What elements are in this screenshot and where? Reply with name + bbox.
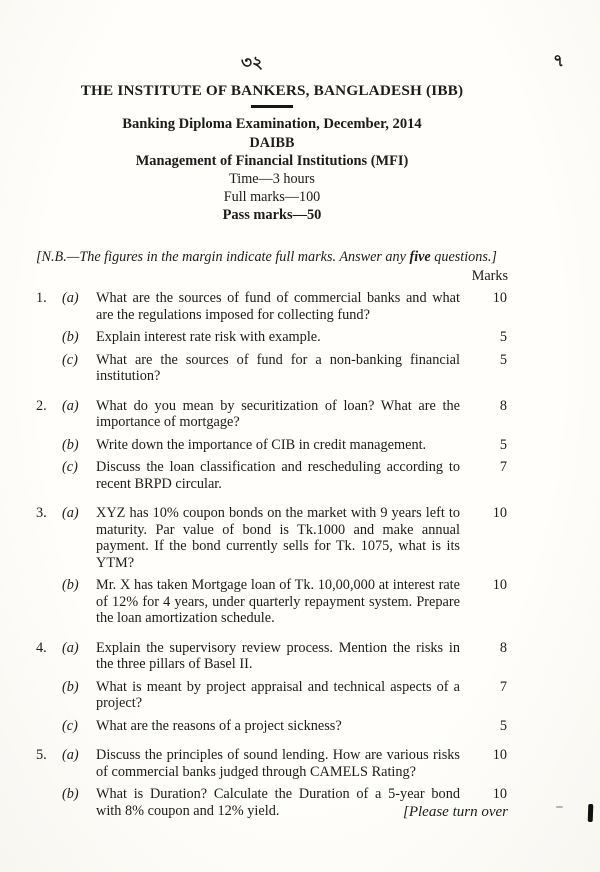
- question-part: [36, 505, 508, 571]
- part-label: (b): [62, 678, 79, 695]
- part-marks: 8: [499, 397, 507, 414]
- part-marks: 10: [492, 786, 507, 802]
- question-part: [36, 718, 508, 735]
- question-number: 3.: [36, 505, 47, 521]
- part-text: Mr. X has taken Mortgage loan of Tk. 10,00,000 at interest rate of 12% for 4 years, under quarterly repayment system. Prepare the loan amortization schedule.: [96, 577, 460, 626]
- page-number-row: [36, 50, 564, 74]
- part-text: What are the reasons of a project sickness?: [96, 717, 342, 734]
- please-turn-over-note: [Please turn over: [403, 804, 508, 820]
- part-label: (c): [62, 459, 78, 475]
- program-name: DAIBB: [249, 135, 295, 151]
- part-text: What is Duration? Calculate the Duration of a 5-year bond with 8% coupon and 12% yield.: [96, 786, 460, 819]
- part-label: (b): [62, 786, 79, 802]
- question-number: 4.: [36, 639, 47, 656]
- question-part: [36, 577, 508, 627]
- part-marks: 7: [499, 678, 507, 695]
- ink-smudge-mark: [588, 804, 594, 822]
- question-group: [36, 398, 508, 493]
- part-marks: 5: [499, 717, 507, 734]
- part-text: What is meant by project appraisal and technical aspects of a project?: [96, 678, 460, 711]
- part-label: (b): [62, 436, 79, 453]
- question-part: [36, 679, 508, 712]
- part-marks: 10: [492, 747, 507, 763]
- question-part: [36, 398, 508, 431]
- pass-marks: Pass marks—50: [222, 207, 322, 223]
- institute-title: THE INSTITUTE OF BANKERS, BANGLADESH (IBB): [80, 82, 464, 99]
- part-label: (a): [62, 747, 79, 763]
- part-marks: 5: [499, 351, 507, 368]
- marks-column-header: Marks: [471, 268, 508, 284]
- full-marks: Full marks—100: [223, 189, 321, 205]
- part-marks: 7: [499, 459, 507, 475]
- part-text: Explain interest rate risk with example.: [96, 329, 321, 345]
- subject-title: Management of Financial Institutions (MFI): [135, 153, 409, 169]
- faint-scan-speck: [556, 806, 563, 808]
- question-number: 1.: [36, 290, 47, 306]
- page-number-right: ৭: [552, 51, 564, 70]
- part-label: (b): [62, 329, 79, 345]
- part-label: (b): [62, 577, 79, 593]
- part-label: (c): [62, 717, 78, 734]
- question-group: [36, 505, 508, 627]
- nb-instruction: [36, 249, 508, 266]
- nb-instruction-emphasis: five: [409, 249, 431, 265]
- title-rule: [251, 105, 293, 108]
- part-marks: 5: [499, 329, 507, 345]
- nb-instruction-open: [N.B.—The figures in the margin indicate full marks. Answer any: [36, 249, 410, 265]
- part-text: Discuss the loan classification and rescheduling according to recent BRPD circular.: [96, 459, 460, 492]
- part-text: What do you mean by securitization of loan? What are the importance of mortgage?: [96, 397, 460, 430]
- part-marks: 10: [492, 505, 507, 521]
- time-allowed: Time—3 hours: [229, 171, 315, 187]
- nb-instruction-close: questions.]: [430, 249, 497, 265]
- part-label: (a): [62, 505, 79, 521]
- question-number: 5.: [36, 747, 47, 763]
- part-text: Write down the importance of CIB in credit management.: [96, 436, 427, 453]
- part-label: (a): [62, 639, 79, 656]
- part-marks: 10: [492, 290, 507, 306]
- question-part: [36, 437, 508, 454]
- question-group: [36, 640, 508, 735]
- part-text: XYZ has 10% coupon bonds on the market with 9 years left to maturity. Par value of bond is Tk.1000 and make annual payment. If the bond currently sells for Tk. 1075, what is its YTM?: [96, 505, 460, 571]
- part-text: Explain the supervisory review process. Mention the risks in the three pillars of Basel II.: [96, 639, 460, 672]
- questions-list: [36, 290, 508, 819]
- question-group: [36, 290, 508, 385]
- question-part: [36, 352, 508, 385]
- exam-header: [36, 82, 508, 224]
- part-text: What are the sources of fund of commercial banks and what are the regulations imposed for collecting fund?: [96, 290, 460, 323]
- part-marks: 8: [499, 639, 507, 656]
- question-number: 2.: [36, 397, 47, 414]
- question-part: [36, 640, 508, 673]
- question-part: [36, 290, 508, 323]
- exam-title: Banking Diploma Examination, December, 2014: [122, 116, 422, 132]
- part-text: Discuss the principles of sound lending. How are various risks of commercial banks judged through CAMELS Rating?: [96, 747, 460, 780]
- question-part: [36, 747, 508, 780]
- page-number-center: ৩২: [240, 53, 264, 72]
- part-label: (a): [62, 290, 79, 306]
- part-label: (a): [62, 397, 79, 414]
- part-marks: 5: [499, 436, 507, 453]
- part-marks: 10: [492, 577, 507, 593]
- part-text: What are the sources of fund for a non-banking financial institution?: [96, 351, 460, 384]
- question-part: [36, 329, 508, 346]
- question-part: [36, 459, 508, 492]
- part-label: (c): [62, 351, 78, 368]
